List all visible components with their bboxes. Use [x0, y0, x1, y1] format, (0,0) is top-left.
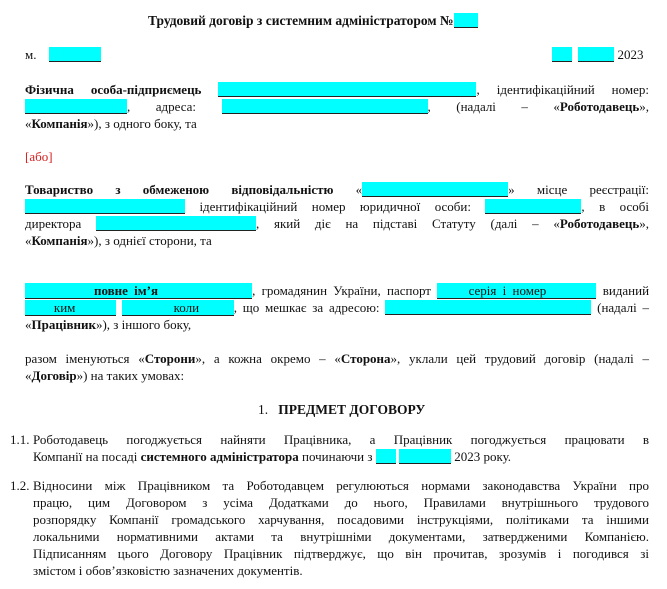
employee-address-field[interactable] [385, 300, 591, 315]
quote-open: « [25, 368, 32, 383]
in-person-text: , в особі [581, 199, 649, 214]
entrepreneur-id-field[interactable] [25, 99, 127, 114]
city-field[interactable] [49, 47, 101, 62]
statute-text: , який діє на підставі Статуту (далі – « [256, 216, 560, 231]
resides-text: , що мешкає за адресою: [233, 300, 380, 315]
by-whom-placeholder: ким [53, 300, 76, 315]
llc-line-1 [25, 182, 649, 198]
citizen-text: , громадянин України, паспорт [252, 283, 431, 298]
other-side-text: »), з іншого боку, [95, 317, 192, 332]
employee-line-1 [25, 283, 649, 299]
entrepreneur-address-field[interactable] [222, 99, 428, 114]
date-line [552, 47, 644, 63]
entrepreneur-name-field[interactable] [218, 82, 476, 97]
conditions-text: ») на таких умовах: [76, 368, 185, 383]
employee-line-2 [25, 300, 649, 316]
clause-1-2-line: локальними нормативними актами та внутрішніми документами, затвердженими Компанією. [33, 529, 649, 544]
entrepreneur-line-2 [25, 99, 649, 115]
employee-name-field[interactable] [25, 283, 252, 299]
together-end: », уклали цей трудовий договір (надалі – [390, 351, 650, 366]
employer-term: Роботодавець [559, 216, 640, 231]
contract-number-field[interactable] [454, 13, 478, 28]
start-month-field[interactable] [399, 449, 451, 464]
section-number: 1. [258, 402, 269, 417]
city-prefix: м. [25, 47, 37, 62]
quote-open: « [25, 317, 32, 332]
registration-place-label: » місце реєстрації: [508, 182, 650, 197]
year-tail: 2023 року. [454, 449, 512, 464]
hereinafter-text: (надалі – [597, 300, 650, 315]
director-label: директора [25, 216, 82, 231]
year-text: 2023 [617, 47, 644, 62]
llc-registration-field[interactable] [25, 199, 185, 214]
llc-name-field[interactable] [362, 182, 508, 197]
together-middle: », а кожна окремо – « [195, 351, 341, 366]
issued-by-field[interactable] [25, 300, 116, 316]
quote-open: « [25, 116, 32, 131]
parties-term: Сторони [144, 351, 196, 366]
clause-1-2-line: Підписанням цього Договору Працівник підтверджує, що він прочитав, зрозумів і погодився зі [33, 546, 649, 561]
one-side-text: »), з однієї сторони, та [87, 233, 212, 248]
start-day-field[interactable] [376, 449, 396, 464]
employee-line-3 [25, 317, 191, 333]
passport-series-field[interactable] [437, 283, 596, 299]
separator-text: », [639, 216, 649, 231]
clause-1-2-number: 1.2. [10, 478, 30, 493]
address-label: , адреса: [127, 99, 197, 114]
clause-1-2-line: розпорядку Компанії громадського харчування, посадовими інструкціями, політиками та іншими [33, 512, 649, 527]
quote-open: « [333, 182, 363, 197]
when-placeholder: коли [173, 300, 200, 315]
clause-1-1-line-2 [33, 449, 511, 465]
document-title [148, 13, 478, 29]
issued-date-field[interactable] [122, 300, 234, 316]
separator-text: », [639, 99, 650, 114]
entrepreneur-label: Фізична особа-підприємець [25, 82, 202, 97]
llc-line-3 [25, 216, 649, 232]
employer-term: Роботодавець [559, 99, 640, 114]
full-name-placeholder: повне ім’я [93, 283, 159, 298]
company-term: Компанія [31, 116, 88, 131]
position-title: системного адміністратора [140, 449, 299, 464]
entrepreneur-line-1 [25, 82, 649, 98]
llc-line-4 [25, 233, 212, 249]
together-line-1 [25, 351, 649, 367]
clause-1-1-number: 1.1. [10, 432, 30, 447]
id-number-label: , ідентифікаційний номер: [476, 82, 649, 97]
month-field[interactable] [578, 47, 614, 62]
series-number-placeholder: серія і номер [468, 283, 547, 298]
clause-1-2-line: Відносини між Працівником та Роботодавцем регулюються нормами законодавства України про [33, 478, 649, 493]
position-prefix: Компанії на посаді [33, 449, 138, 464]
quote-open: « [25, 233, 32, 248]
starting-from-text: починаючи з [302, 449, 373, 464]
together-start: разом іменуються « [25, 351, 145, 366]
hereinafter-text: , (надалі – « [427, 99, 560, 114]
company-term: Компанія [31, 233, 88, 248]
title-text: Трудовий договір з системним адміністратором № [148, 13, 454, 28]
llc-label: Товариство з обмеженою відповідальністю [25, 182, 334, 197]
or-note: [або] [25, 149, 53, 164]
entrepreneur-line-3 [25, 116, 197, 132]
clause-1-1-line-1: Роботодавець погоджується найняти Працівника, а Працівник погоджується працювати в [33, 432, 649, 447]
clause-1-2-line: змістом і обов’язковістю зазначених документів. [33, 563, 303, 578]
issued-text: виданий [602, 283, 650, 298]
director-name-field[interactable] [96, 216, 256, 231]
employee-term: Працівник [31, 317, 96, 332]
section-heading [258, 402, 425, 418]
agreement-term: Договір [31, 368, 77, 383]
section-title: ПРЕДМЕТ ДОГОВОРУ [278, 402, 426, 417]
one-side-text: »), з одного боку, та [87, 116, 197, 131]
clause-1-2-line: працю, цим Договором з усіма Додатками до нього, Правилами внутрішнього трудового [33, 495, 649, 510]
llc-id-label: ідентифікаційний номер юридичної особи: [199, 199, 471, 214]
together-line-2 [25, 368, 184, 384]
day-field[interactable] [552, 47, 572, 62]
llc-line-2 [25, 199, 649, 215]
party-term: Сторона [340, 351, 391, 366]
llc-id-field[interactable] [485, 199, 581, 214]
city-line [25, 47, 101, 63]
